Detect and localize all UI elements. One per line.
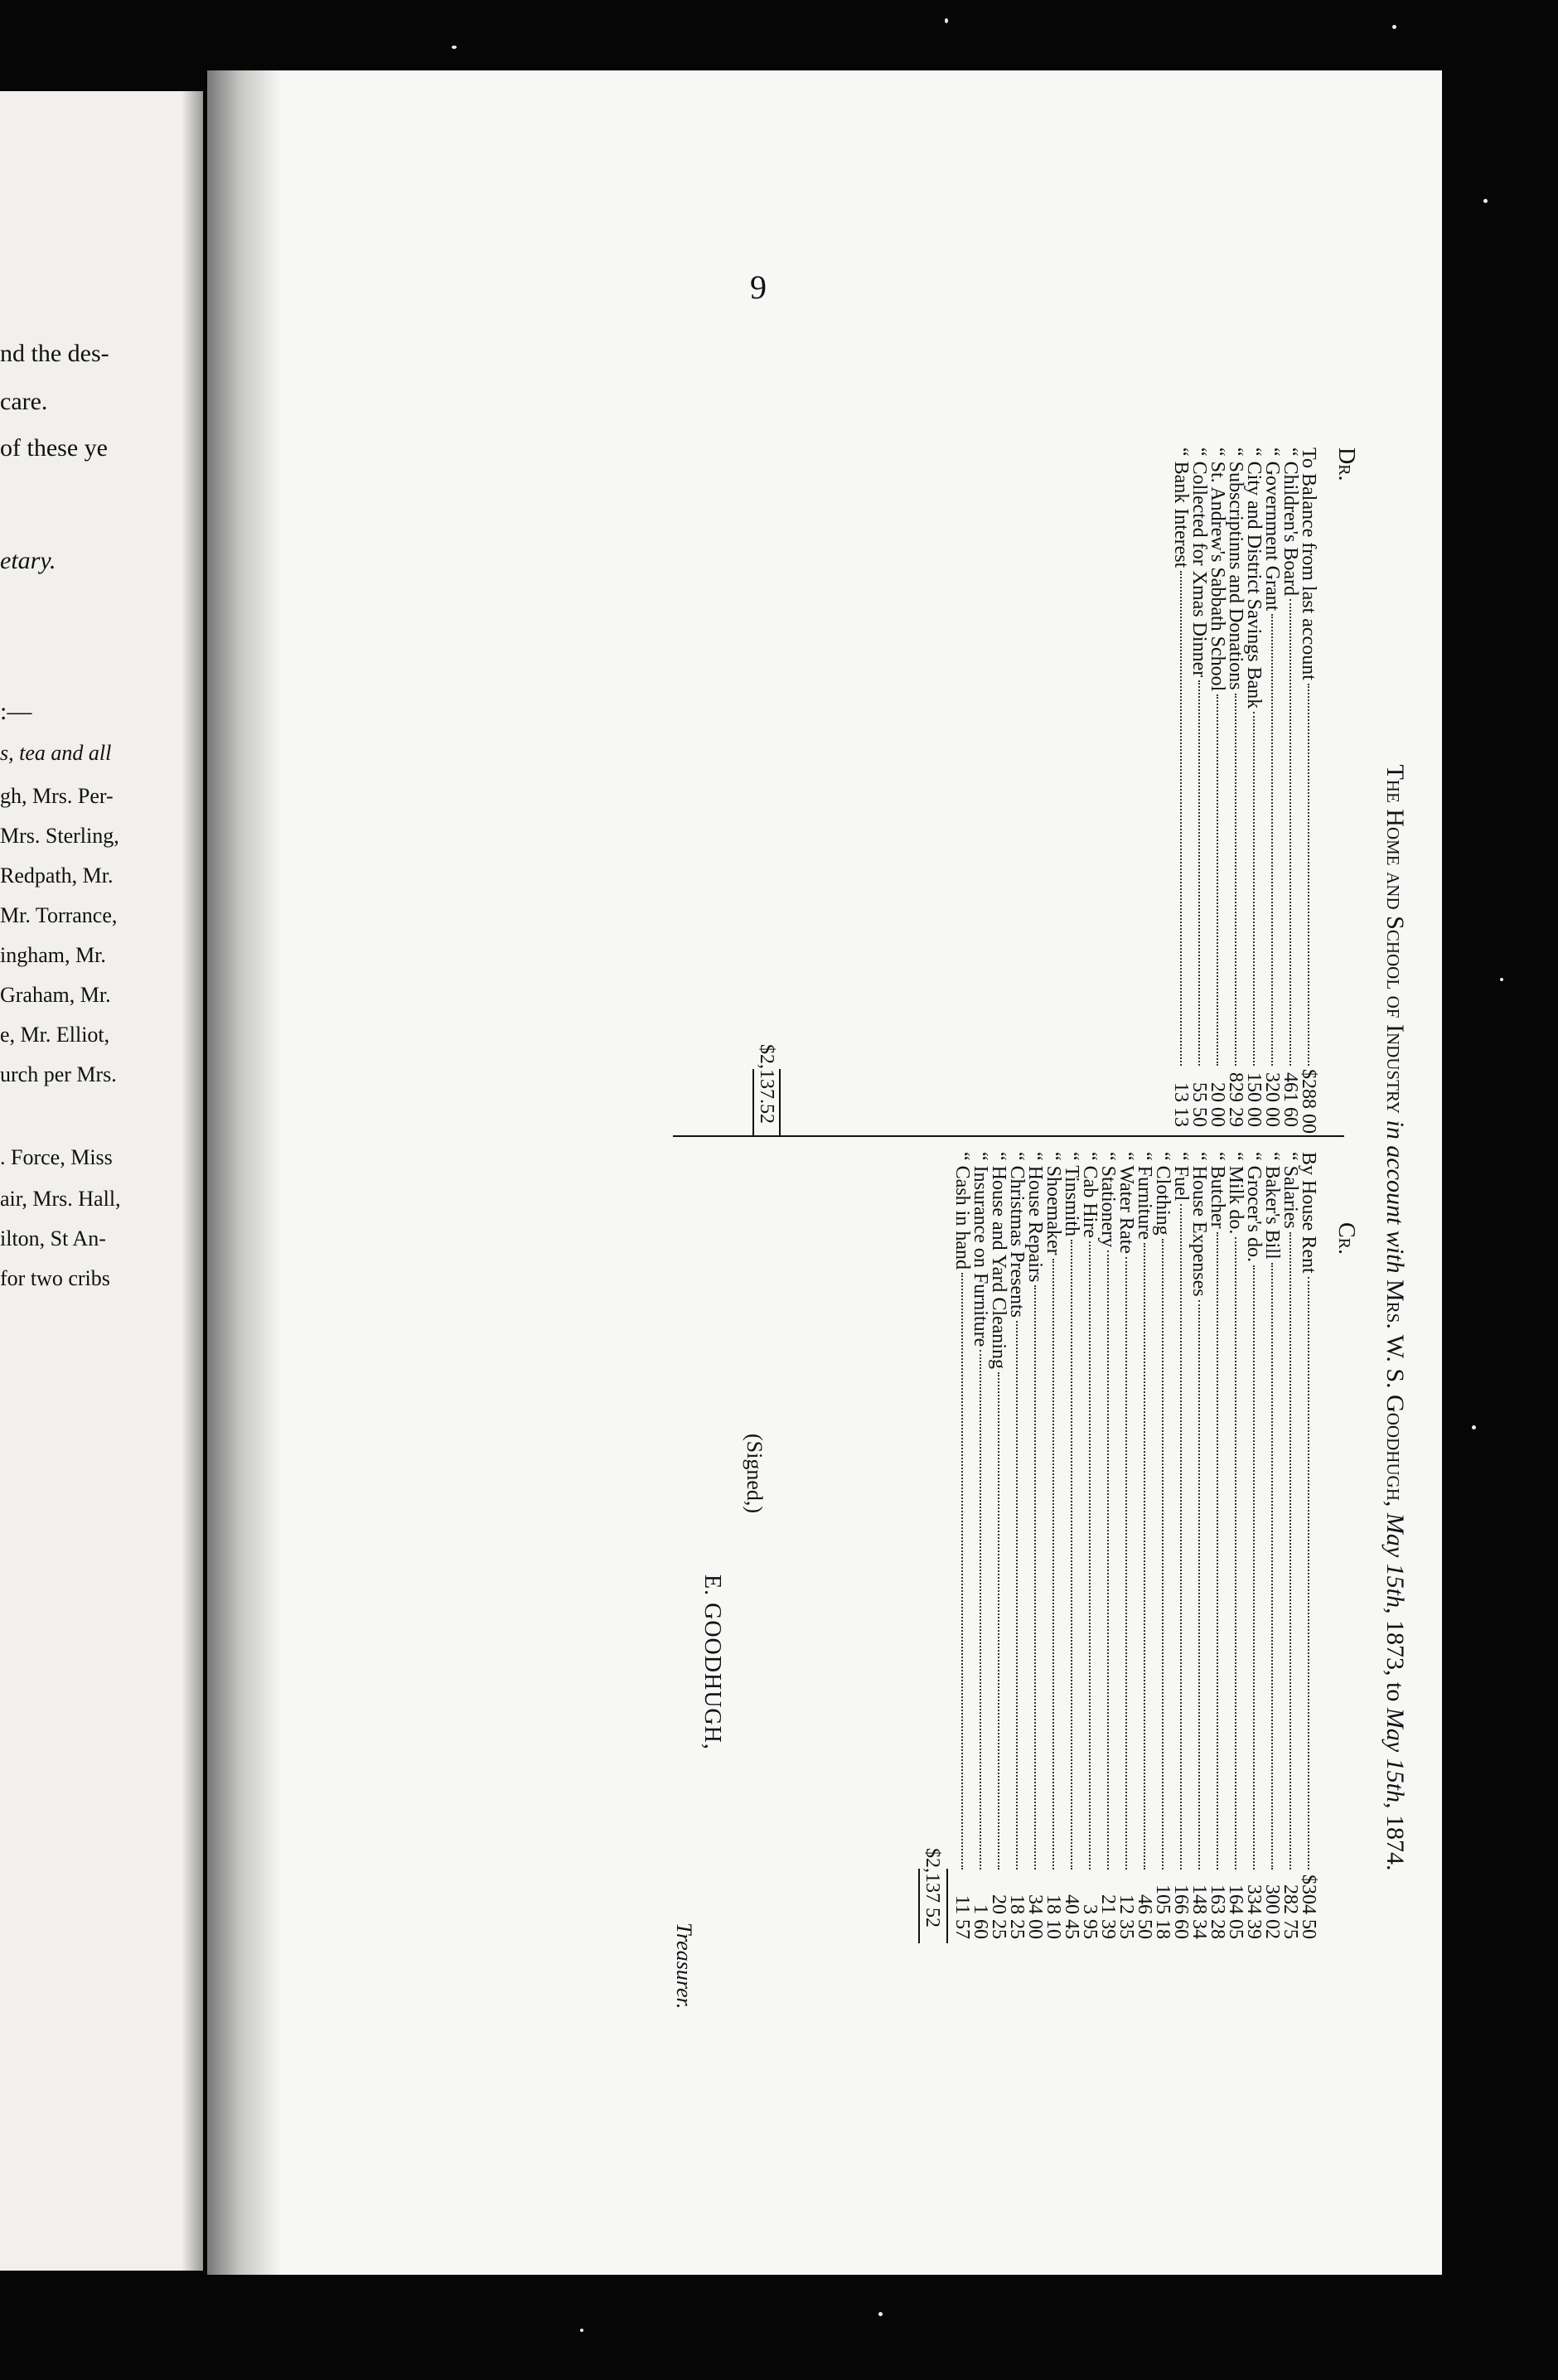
credit-item: “ Furniture — [1134, 1152, 1155, 1240]
credit-row — [1153, 1152, 1172, 1939]
left-page-line: nd the des- — [0, 340, 109, 367]
leader-dots — [1253, 1265, 1255, 1870]
credit-row — [1007, 1152, 1026, 1939]
credit-item: “ Butcher — [1207, 1152, 1228, 1229]
left-page-line: . Force, Miss — [0, 1145, 113, 1169]
heading-end-year: 1874. — [1381, 1815, 1409, 1871]
credit-amount: 105 18 — [1152, 1884, 1173, 1939]
scan-speck — [878, 2312, 883, 2316]
credit-amount: 20 25 — [988, 1894, 1009, 1939]
left-page-line: ingham, Mr. — [0, 943, 106, 967]
leader-dots — [1089, 1241, 1091, 1870]
credit-item: “ Milk do. — [1225, 1152, 1246, 1235]
leader-dots — [1253, 712, 1255, 1066]
leader-dots — [1217, 1232, 1218, 1870]
credit-amount: 21 39 — [1097, 1894, 1119, 1939]
leader-dots — [1308, 684, 1309, 1066]
leader-dots — [1198, 680, 1200, 1066]
left-page-line: s, tea and all — [0, 741, 112, 765]
leader-dots — [998, 1372, 999, 1870]
page-edge-shadow — [181, 91, 203, 2271]
debit-item: “ City and District Savings Bank — [1243, 447, 1265, 709]
debit-row — [1262, 447, 1281, 1127]
debit-amount: 320 00 — [1261, 1072, 1283, 1127]
debit-item: To Balance from last account — [1298, 447, 1319, 680]
debit-row — [1207, 447, 1227, 1127]
scan-speck — [1472, 1425, 1476, 1429]
scan-speck — [452, 46, 457, 49]
credit-row — [1062, 1152, 1081, 1939]
credit-amount: 148 34 — [1188, 1884, 1210, 1939]
scan-speck — [1392, 25, 1396, 29]
debit-total-rule — [752, 1069, 754, 1135]
leader-dots — [1289, 1232, 1291, 1870]
scan-speck — [945, 18, 948, 23]
credit-amount: $304 50 — [1298, 1874, 1319, 1939]
leader-dots — [1198, 1300, 1200, 1870]
scan-speck — [580, 2329, 583, 2332]
credit-item: “ House and Yard Cleaning — [988, 1152, 1009, 1369]
leader-dots — [1034, 1285, 1036, 1870]
credit-row — [1135, 1152, 1154, 1939]
debit-row — [1226, 447, 1245, 1127]
left-page-line: Graham, Mr. — [0, 983, 111, 1007]
left-page-line: for two cribs — [0, 1266, 110, 1290]
right-page — [207, 70, 1442, 2275]
page-number: 9 — [750, 268, 767, 306]
credit-item: By House Rent — [1298, 1152, 1319, 1274]
heading-start-year: 1873, to — [1381, 1620, 1409, 1702]
debit-amount: $288 00 — [1298, 1069, 1319, 1134]
debit-amount: 461 60 — [1280, 1072, 1301, 1127]
debit-row — [1244, 447, 1263, 1127]
leader-dots — [1217, 694, 1218, 1066]
credit-amount: 163 28 — [1207, 1884, 1228, 1939]
debit-row — [1298, 447, 1319, 1134]
debit-amount: 55 50 — [1188, 1082, 1210, 1127]
credit-row — [1226, 1152, 1245, 1939]
leader-dots — [961, 1273, 963, 1870]
credit-amount: 300 02 — [1261, 1884, 1283, 1939]
credit-amount: 1 60 — [970, 1904, 991, 1939]
left-page-line: care. — [0, 388, 48, 415]
leader-dots — [1308, 1277, 1309, 1870]
credit-amount: 164 05 — [1225, 1884, 1246, 1939]
debit-item: “ Government Grant — [1261, 447, 1283, 612]
left-page-line: e, Mr. Elliot, — [0, 1023, 110, 1047]
debit-row — [1189, 447, 1208, 1127]
debit-row — [1171, 447, 1190, 1127]
leader-dots — [1016, 1321, 1018, 1870]
debit-item: “ Subscriptinns and Donations — [1225, 447, 1246, 690]
credit-amount: 18 10 — [1043, 1894, 1064, 1939]
leader-dots — [1271, 1263, 1273, 1870]
leader-dots — [1052, 1259, 1054, 1870]
credit-item: “ Tinsmith — [1061, 1152, 1082, 1237]
debit-total: $2,137.52 — [756, 1044, 777, 1124]
debit-item: “ Collected for Xmas Dinner — [1188, 447, 1210, 678]
debit-amount: 20 00 — [1207, 1082, 1228, 1127]
credit-row — [989, 1152, 1008, 1939]
signer-name: E. GOODHUGH, — [699, 1575, 725, 1750]
credit-amount: 40 45 — [1061, 1894, 1082, 1939]
rotated-account-statement — [663, 439, 1425, 2196]
credit-item: “ Insurance on Furniture — [970, 1152, 991, 1347]
heading-end-date: May 15th, — [1381, 1707, 1409, 1809]
credit-item: “ House Expenses — [1188, 1152, 1210, 1297]
credit-row — [1025, 1152, 1044, 1939]
credit-item: “ Cash in hand — [951, 1152, 973, 1270]
credit-item: “ Fuel — [1170, 1152, 1192, 1202]
credit-label: Cr. — [1333, 1222, 1359, 1255]
credit-total-rule — [918, 1869, 920, 1943]
debit-label: Dr. — [1333, 447, 1359, 481]
credit-total-rule — [946, 1869, 948, 1943]
credit-row — [1116, 1152, 1135, 1939]
debit-amount: 150 00 — [1243, 1072, 1265, 1127]
credit-item: “ Shoemaker — [1043, 1152, 1064, 1255]
page-gutter-shadow — [207, 70, 282, 2275]
credit-row — [1171, 1152, 1190, 1939]
credit-item: “ Christmas Presents — [1006, 1152, 1028, 1318]
credit-row — [952, 1152, 971, 1939]
debit-item: “ Bank Interest — [1170, 447, 1192, 568]
credit-row — [1043, 1152, 1062, 1939]
leader-dots — [1235, 1237, 1236, 1870]
credit-amount: 12 35 — [1115, 1894, 1137, 1939]
debit-total-rule — [779, 1069, 781, 1135]
credit-row — [1280, 1152, 1299, 1939]
leader-dots — [1289, 599, 1291, 1066]
column-divider — [673, 1135, 1344, 1137]
account-heading — [1381, 439, 1409, 2196]
left-facing-page — [0, 91, 203, 2271]
left-page-line: urch per Mrs. — [0, 1062, 117, 1086]
credit-row — [970, 1152, 989, 1939]
credit-item: “ Water Rate — [1115, 1152, 1137, 1254]
left-page-line: air, Mrs. Hall, — [0, 1187, 121, 1211]
credit-amount: 46 50 — [1134, 1894, 1155, 1939]
credit-amount: 334 39 — [1243, 1884, 1265, 1939]
credit-total: $2,137 52 — [922, 1848, 943, 1928]
heading-person: Mrs. W. S. Goodhugh, — [1381, 1279, 1409, 1507]
credit-row — [1299, 1152, 1318, 1939]
leader-dots — [1180, 571, 1182, 1066]
debit-amount: 13 13 — [1170, 1082, 1192, 1127]
credit-row — [1262, 1152, 1281, 1939]
leader-dots — [1071, 1240, 1072, 1870]
credit-row — [1207, 1152, 1227, 1939]
left-page-line: Redpath, Mr. — [0, 863, 114, 888]
left-page-line: of these ye — [0, 434, 108, 462]
leader-dots — [1107, 1250, 1109, 1870]
credit-amount: 11 57 — [951, 1894, 973, 1939]
leader-dots — [1235, 694, 1236, 1066]
debit-item: “ Children's Board — [1280, 447, 1301, 596]
leader-dots — [1162, 1239, 1164, 1870]
left-page-line: gh, Mrs. Per- — [0, 784, 114, 808]
scan-speck — [1500, 978, 1503, 981]
credit-row — [1080, 1152, 1099, 1939]
leader-dots — [980, 1350, 981, 1870]
credit-amount: 166 60 — [1170, 1884, 1192, 1939]
credit-row — [1189, 1152, 1208, 1939]
credit-item: “ Salaries — [1280, 1152, 1301, 1229]
leader-dots — [1144, 1243, 1145, 1870]
credit-item: “ Clothing — [1152, 1152, 1173, 1236]
leader-dots — [1125, 1257, 1127, 1870]
credit-item: “ House Repairs — [1024, 1152, 1046, 1283]
credit-amount: 282 75 — [1280, 1884, 1301, 1939]
leader-dots — [1271, 614, 1273, 1066]
credit-item: “ Cab Hire — [1079, 1152, 1101, 1238]
heading-institution: The Home and School of Industry — [1381, 764, 1409, 1114]
signer-role: Treasurer. — [672, 1923, 696, 2010]
left-page-line: ilton, St An- — [0, 1226, 106, 1250]
heading-start-date: May 15th, — [1381, 1512, 1409, 1614]
left-page-line: Mrs. Sterling, — [0, 824, 119, 848]
credit-item: “ Grocer's do. — [1243, 1152, 1265, 1262]
left-page-line: :— — [0, 698, 32, 725]
credit-amount: 3 95 — [1079, 1904, 1101, 1939]
debit-amount: 829 29 — [1225, 1072, 1246, 1127]
heading-in-account: in account with — [1381, 1120, 1409, 1274]
credit-item: “ Stationery — [1097, 1152, 1119, 1248]
leader-dots — [1180, 1204, 1182, 1870]
credit-amount: 18 25 — [1006, 1894, 1028, 1939]
debit-row — [1280, 447, 1299, 1127]
debit-item: “ St. Andrew's Sabbath School — [1207, 447, 1228, 692]
credit-item: “ Baker's Bill — [1261, 1152, 1283, 1260]
signed-label: (Signed,) — [743, 1434, 767, 1514]
credit-row — [1244, 1152, 1263, 1939]
scan-speck — [1483, 199, 1488, 203]
credit-amount: 34 00 — [1024, 1894, 1046, 1939]
left-page-line: etary. — [0, 547, 56, 574]
credit-row — [1098, 1152, 1117, 1939]
left-page-line: Mr. Torrance, — [0, 903, 118, 927]
